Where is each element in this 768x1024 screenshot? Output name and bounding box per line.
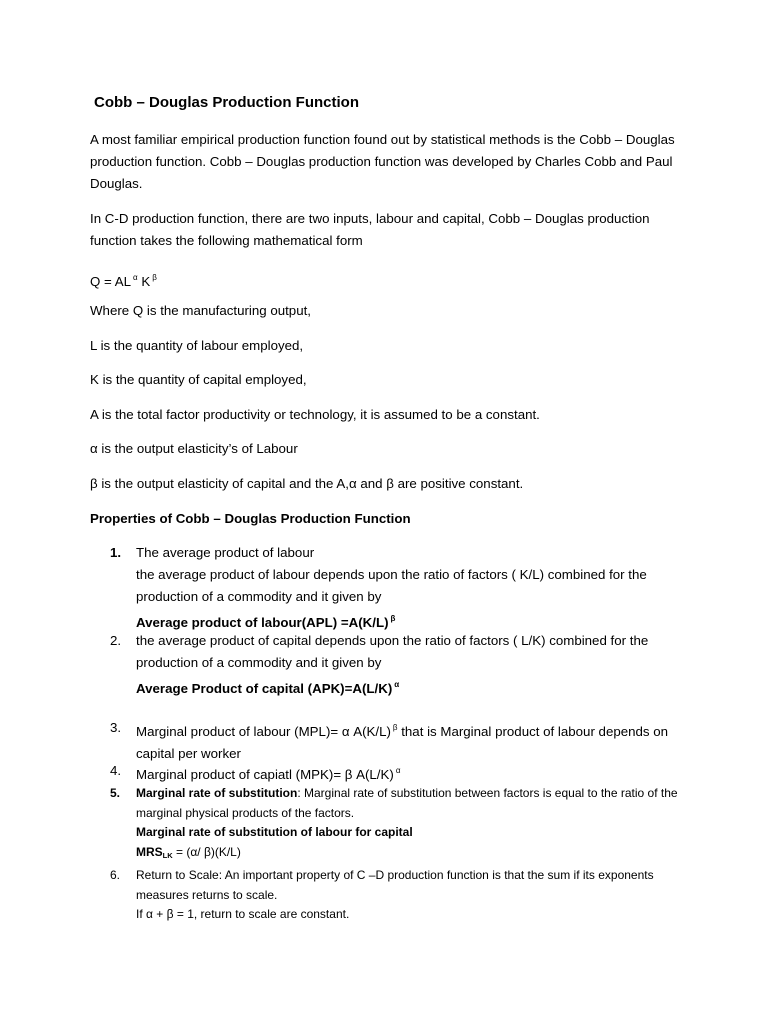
list-item-4 [110, 760, 680, 786]
def-k: K is the quantity of capital employed, [90, 372, 307, 387]
item-2-formula: Average Product of capital (APK)=A(L/K) $^\alpha$ [136, 680, 400, 696]
list-item-3 [110, 717, 680, 765]
list-item-5 [110, 784, 680, 865]
intro-paragraph: A most familiar empirical production function found out by statistical methods is the Cobb – Douglas production function. Cobb – Douglas production function was developed by Charles Cobb and Paul Douglas. [90, 132, 675, 191]
list-number: 1. [110, 545, 122, 560]
list-item-6 [110, 866, 680, 925]
item-1-text: the average product of labour depends upon the ratio of factors ( K/L) combined for the production of a commodity and it given by [136, 567, 647, 604]
item-6-line2: If α + β = 1, return to scale are constant. [136, 907, 350, 921]
formula-left: Q = AL [90, 274, 132, 289]
list-number: 4. [110, 763, 122, 778]
formula [90, 267, 690, 293]
formula-mid: K [141, 274, 151, 289]
item-2-text: the average product of capital depends upon the ratio of factors ( L/K) combined for the production of a commodity and it given by [136, 633, 649, 670]
properties-heading: Properties of Cobb – Douglas Production Function [90, 511, 411, 526]
item-6-text: Return to Scale: An important property of C –D production function is that the sum if its exponents measures returns to scale. [136, 868, 654, 902]
formula-alpha: α [133, 273, 138, 282]
def-l: L is the quantity of labour employed, [90, 338, 304, 353]
item-4-text: Marginal product of capiatl (MPK)= β A(L/K) $^\alpha$ [136, 766, 401, 782]
list-item-1 [110, 542, 680, 634]
def-q: Where Q is the manufacturing output, [90, 303, 311, 318]
def-alpha: α is the output elasticity’s of Labour [90, 441, 298, 456]
item-5-bold-line: Marginal rate of substitution of labour for capital [136, 825, 413, 839]
list-number: 3. [110, 720, 122, 735]
list-number: 2. [110, 633, 122, 648]
list-number: 5. [110, 786, 121, 800]
inputs-paragraph: In C-D production function, there are two inputs, labour and capital, Cobb – Douglas production function takes the following mathematical form [90, 211, 650, 248]
def-beta: β is the output elasticity of capital and the A,α and β are positive constant. [90, 476, 524, 491]
item-5-text: Marginal rate of substitution: Marginal rate of substitution between factors is equal to the ratio of the marginal physical products of the factors. [136, 786, 678, 820]
def-a: A is the total factor productivity or technology, it is assumed to be a constant. [90, 407, 540, 422]
item-1-line1: The average product of labour [136, 545, 315, 560]
item-1-formula: Average product of labour(APL) =A(K/L) $^\beta$ [136, 614, 396, 630]
item-3-text: Marginal product of labour (MPL)= α A(K/L) $^\beta$ that is Marginal product of labour depends on capital per worker [136, 723, 669, 761]
item-5-mrs: $MRS_{LK} = (\alpha/$ β)(K/L) [136, 844, 241, 860]
formula-beta: β [152, 273, 157, 282]
list-item-2 [110, 630, 680, 700]
document-title: Cobb – Douglas Production Function [94, 94, 359, 111]
list-number: 6. [110, 868, 121, 882]
